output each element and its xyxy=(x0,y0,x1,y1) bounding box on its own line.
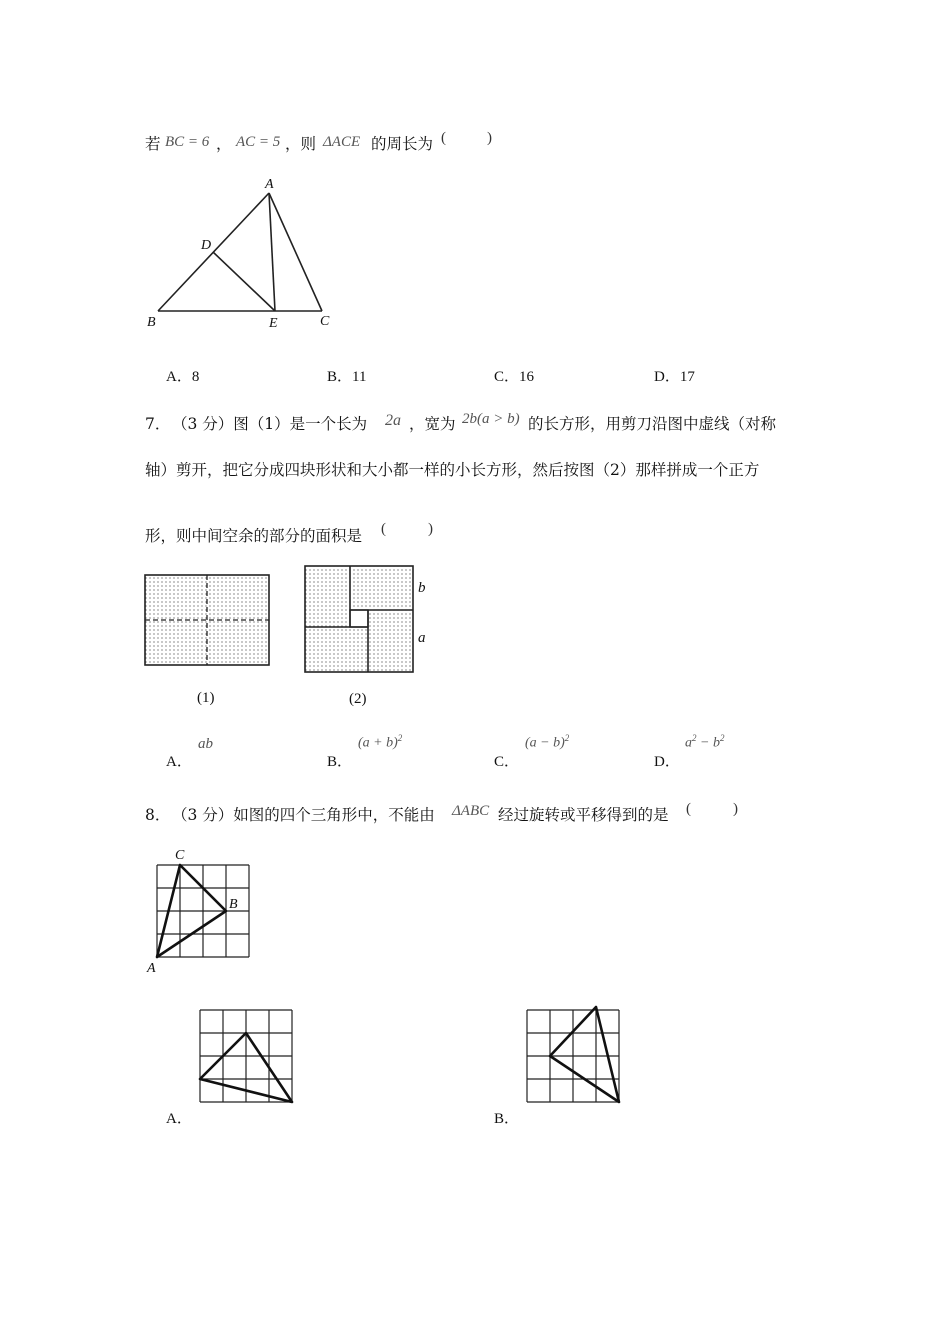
option-letter: B． xyxy=(327,369,353,385)
q6-triangle-figure xyxy=(140,170,340,335)
q6-mid-text: ，则 xyxy=(285,135,317,153)
q7-option-d-value xyxy=(685,733,724,752)
label-a: A xyxy=(147,961,156,976)
option-letter: C． xyxy=(494,369,520,385)
expr: (a − b) xyxy=(525,735,565,751)
q8-triangle-abc: ΔABC xyxy=(452,803,490,819)
q8-text-b: 经过旋转或平移得到的是 xyxy=(498,806,669,824)
expr: a xyxy=(685,735,692,751)
q7-option-a-value: ab xyxy=(198,736,213,752)
option-letter: B． xyxy=(494,1111,520,1127)
label-e: E xyxy=(269,316,278,331)
expr: (a + b) xyxy=(358,735,398,751)
q6-suffix: 的周长为 xyxy=(371,135,434,153)
q7-option-c-value xyxy=(525,733,569,752)
exponent: 2 xyxy=(719,733,725,743)
expr-tail: − b xyxy=(696,735,720,751)
segment-ae xyxy=(269,193,275,311)
q6-prefix: 若 xyxy=(145,135,161,153)
exponent: 2 xyxy=(692,733,697,743)
q8-option-b-figure xyxy=(517,1000,627,1110)
q7-option-a[interactable] xyxy=(166,750,192,771)
q8-option-a[interactable] xyxy=(166,1107,192,1128)
q6-bc-equation: BC = 6 xyxy=(165,134,210,150)
label-b: B xyxy=(147,315,156,330)
option-value: 16 xyxy=(519,369,535,385)
q8-text-a: （3 分）如图的四个三角形中，不能由 xyxy=(172,806,435,824)
q6-ac-equation: AC = 5 xyxy=(236,134,281,150)
option-letter: A． xyxy=(166,754,192,770)
q8-option-b[interactable] xyxy=(494,1107,519,1128)
q6-paren-open: ( xyxy=(441,130,446,146)
exponent: 2 xyxy=(564,733,570,743)
option-letter: A． xyxy=(166,1111,192,1127)
option-letter: A． xyxy=(166,369,192,385)
q7-option-d[interactable] xyxy=(654,750,680,771)
label-d: D xyxy=(201,238,212,253)
q7-caption-2: (2) xyxy=(349,691,367,707)
q6-option-c[interactable] xyxy=(494,365,534,386)
q7-paren-close: ) xyxy=(428,521,433,537)
q7-paren-open: ( xyxy=(381,521,386,537)
q7-option-b-value xyxy=(358,733,402,752)
q7-text-3: 形，则中间空余的部分的面积是 xyxy=(145,527,363,545)
exponent: 2 xyxy=(397,733,403,743)
q7-length-2a: 2a xyxy=(385,412,401,429)
q7-width-2b: 2b(a > b) xyxy=(462,411,520,427)
option-value: 17 xyxy=(679,369,695,385)
q6-option-d[interactable] xyxy=(654,365,695,386)
q7-option-c[interactable] xyxy=(494,750,519,771)
triangle-option-b xyxy=(550,1007,619,1102)
label-c: C xyxy=(320,314,330,329)
q7-label-a: a xyxy=(418,630,426,646)
q7-text-2: 轴）剪开，把它分成四块形状和大小都一样的小长方形，然后按图（2）那样拼成一个正方 xyxy=(145,461,760,479)
q6-triangle-ace: ΔACE xyxy=(323,134,361,150)
segment-ac xyxy=(269,193,322,311)
q8-paren-close: ) xyxy=(733,801,738,817)
q7-figures xyxy=(140,560,440,720)
q8-option-a-figure xyxy=(190,1000,300,1110)
q8-number: 8． xyxy=(145,806,171,824)
q7-option-b[interactable] xyxy=(327,750,352,771)
option-letter: D． xyxy=(654,754,680,770)
label-b: B xyxy=(229,897,238,912)
q7-figure-1 xyxy=(145,575,269,665)
q7-text-1c: 的长方形，用剪刀沿图中虚线（对称 xyxy=(528,415,777,433)
q7-figure-2 xyxy=(305,566,413,672)
label-c: C xyxy=(175,848,185,863)
option-letter: B． xyxy=(327,754,353,770)
option-value: 11 xyxy=(352,369,367,385)
q7-number: 7． xyxy=(145,415,171,433)
q8-paren-open: ( xyxy=(686,801,691,817)
q6-comma: ， xyxy=(216,135,232,153)
q8-main-grid-figure xyxy=(140,840,270,980)
q7-label-b: b xyxy=(418,580,426,596)
q6-option-b[interactable] xyxy=(327,365,366,386)
q7-text-1a: （3 分）图（1）是一个长为 xyxy=(172,415,368,433)
q6-paren-close: ) xyxy=(487,130,492,146)
q7-text-1b: ，宽为 xyxy=(409,415,456,433)
option-letter: C． xyxy=(494,754,520,770)
q6-option-a[interactable] xyxy=(166,365,199,386)
q7-caption-1: (1) xyxy=(197,690,215,706)
option-value: 8 xyxy=(191,369,200,385)
label-a: A xyxy=(265,177,274,192)
segment-de xyxy=(213,252,275,311)
option-letter: D． xyxy=(654,369,680,385)
